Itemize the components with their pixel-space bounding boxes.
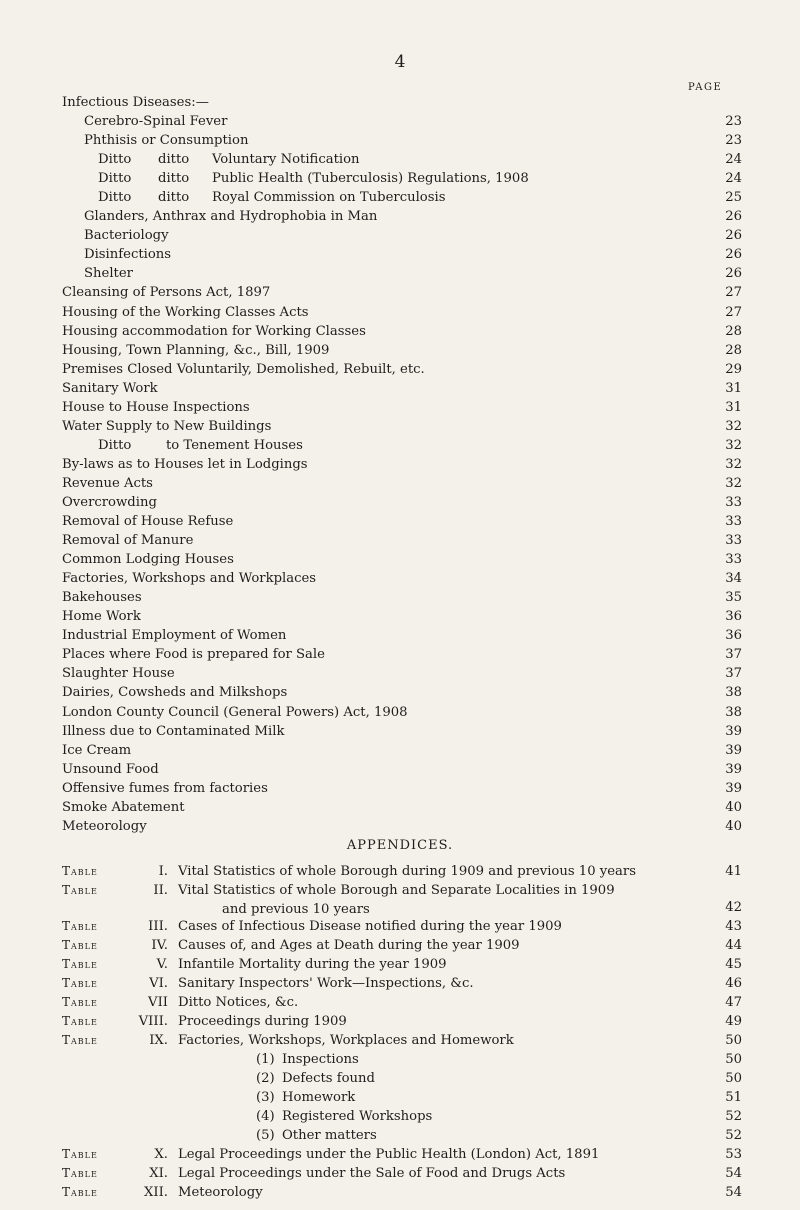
ditto-mark: Ditto — [98, 437, 132, 453]
table-number: VI. — [149, 976, 168, 991]
toc-entry — [62, 303, 742, 322]
toc-entry — [62, 226, 742, 245]
entry-title: Infectious Diseases:— — [62, 95, 209, 110]
appendix-page-number: 47 — [725, 995, 742, 1010]
table-title: Infantile Mortality during the year 1909 — [178, 957, 447, 972]
entry-title: Ice Cream — [62, 742, 132, 758]
entry-title-wrap — [84, 226, 169, 245]
appendix-subentry — [256, 1126, 377, 1145]
entry-title: Shelter — [84, 266, 133, 282]
appendix-page-number: 49 — [725, 1014, 742, 1029]
entry-page-number: 26 — [725, 228, 742, 244]
table-title-wrap — [178, 862, 636, 881]
toc-entry — [62, 398, 742, 417]
toc-entry — [62, 741, 742, 760]
entry-title: Phthisis or Consumption — [84, 133, 249, 149]
table-number: XI. — [149, 1166, 168, 1181]
subentry-title: Inspections — [282, 1052, 359, 1067]
entry-title-wrap — [62, 741, 131, 760]
table-label: Table — [62, 995, 98, 1009]
appendix-page-number: 42 — [725, 900, 742, 915]
entry-title-wrap — [62, 398, 250, 417]
entry-title-wrap — [62, 322, 366, 341]
appendices-title: APPENDICES. — [346, 838, 454, 853]
entry-title: House to House Inspections — [62, 399, 250, 415]
entry-title-wrap — [62, 512, 233, 531]
toc-entry — [62, 512, 742, 531]
entry-page-number: 33 — [725, 514, 742, 530]
entry-page-number: 27 — [725, 304, 742, 320]
entry-title: Housing accommodation for Working Classes — [62, 323, 366, 339]
toc-entry — [62, 341, 742, 360]
table-label: Table — [62, 919, 98, 933]
toc-entry — [62, 245, 742, 264]
entry-title-wrap — [62, 93, 209, 112]
table-label: Table — [62, 1147, 98, 1161]
subentry-title: Registered Workshops — [282, 1109, 433, 1124]
entry-title-wrap — [98, 436, 303, 455]
entry-title: Cleansing of Persons Act, 1897 — [62, 285, 271, 301]
entry-page-number: 34 — [725, 571, 742, 587]
entry-page-number: 39 — [725, 742, 742, 758]
entry-title: Smoke Abatement — [62, 799, 185, 815]
entry-title-wrap — [62, 722, 284, 741]
table-title: Sanitary Inspectors' Work—Inspections, &c. — [178, 976, 474, 991]
table-title: Proceedings during 1909 — [178, 1014, 347, 1029]
entry-title: Glanders, Anthrax and Hydrophobia in Man — [84, 209, 378, 225]
table-title: Factories, Workshops, Workplaces and Homework — [178, 1033, 514, 1048]
toc-entry — [62, 550, 742, 569]
entry-page-number: 32 — [725, 475, 742, 491]
toc-entry — [62, 379, 742, 398]
entry-title: Home Work — [62, 609, 141, 625]
entry-page-number: 33 — [725, 494, 742, 510]
entry-title-wrap — [62, 283, 270, 302]
entry-title-wrap — [62, 360, 425, 379]
toc-entry — [62, 664, 742, 683]
toc-entry — [62, 150, 742, 169]
subentry-number: (2) — [256, 1071, 275, 1086]
entry-title: Meteorology — [62, 818, 147, 834]
entry-title: Cerebro-Spinal Fever — [84, 114, 228, 130]
entry-title: Revenue Acts — [62, 475, 153, 491]
appendix-entry — [62, 955, 742, 974]
appendix-entry — [62, 1069, 742, 1088]
table-number: IV. — [151, 938, 168, 953]
toc-entry — [62, 360, 742, 379]
entry-page-number: 23 — [725, 114, 742, 130]
toc-entry — [62, 493, 742, 512]
entry-page-number: 26 — [725, 247, 742, 263]
entry-title: Illness due to Contaminated Milk — [62, 723, 285, 739]
entry-title: Sanitary Work — [62, 380, 158, 396]
toc-entry — [62, 188, 742, 207]
entry-title-wrap — [62, 550, 234, 569]
appendix-entry — [62, 1088, 742, 1107]
entry-page-number: 23 — [725, 133, 742, 149]
toc-entry — [62, 779, 742, 798]
table-of-contents — [62, 93, 742, 836]
entry-page-number: 40 — [725, 818, 742, 834]
table-label: Table — [62, 864, 98, 878]
table-title-wrap — [178, 1012, 347, 1031]
entry-title-wrap — [62, 588, 142, 607]
subentry-number: (5) — [256, 1128, 275, 1143]
appendix-page-number: 54 — [725, 1166, 742, 1181]
table-number: III. — [148, 919, 168, 934]
table-title-wrap — [178, 1031, 514, 1050]
entry-title: Slaughter House — [62, 666, 175, 682]
entry-page-number: 31 — [725, 380, 742, 396]
entry-title: Factories, Workshops and Workplaces — [62, 571, 317, 587]
entry-title: Places where Food is prepared for Sale — [62, 647, 325, 663]
ditto-mark: Ditto — [98, 152, 132, 168]
entry-title-wrap — [62, 798, 185, 817]
toc-entry — [62, 474, 742, 493]
appendix-page-number: 43 — [725, 919, 742, 934]
entry-title-wrap — [84, 112, 227, 131]
appendix-page-number: 53 — [725, 1147, 742, 1162]
toc-entry — [62, 169, 742, 188]
entry-page-number: 36 — [725, 609, 742, 625]
toc-entry — [62, 112, 742, 131]
entry-title-wrap — [62, 607, 141, 626]
subentry-number: (3) — [256, 1090, 275, 1105]
toc-entry — [62, 760, 742, 779]
entry-title-wrap — [84, 207, 377, 226]
entry-page-number: 29 — [725, 361, 742, 377]
entry-title-wrap — [62, 379, 158, 398]
entry-title: Disinfections — [84, 247, 172, 263]
appendix-page-number: 50 — [725, 1071, 742, 1086]
table-label: Table — [62, 1166, 98, 1180]
toc-entry — [62, 683, 742, 702]
toc-entry — [62, 417, 742, 436]
appendix-page-number: 50 — [725, 1052, 742, 1067]
entry-title: Removal of Manure — [62, 533, 194, 549]
entry-title-wrap — [84, 264, 133, 283]
toc-entry — [62, 703, 742, 722]
appendix-page-number: 52 — [725, 1128, 742, 1143]
appendix-entry — [62, 1050, 742, 1069]
appendix-entry — [62, 862, 742, 881]
entry-title: Housing of the Working Classes Acts — [62, 304, 309, 320]
toc-entry — [62, 607, 742, 626]
entry-title-wrap — [62, 760, 159, 779]
entry-title-wrap — [62, 626, 286, 645]
entry-title-wrap — [62, 645, 325, 664]
entry-title-wrap — [62, 474, 153, 493]
entry-page-number: 28 — [725, 342, 742, 358]
entry-title-wrap — [62, 703, 408, 722]
entry-title-wrap — [62, 341, 329, 360]
ditto-mark: Ditto — [98, 190, 132, 206]
table-title-wrap — [178, 974, 474, 993]
entry-page-number: 27 — [725, 285, 742, 301]
entry-title-wrap — [84, 245, 171, 264]
appendix-subentry — [256, 1069, 375, 1088]
entry-title: to Tenement Houses — [166, 437, 303, 453]
appendix-page-number: 50 — [725, 1033, 742, 1048]
entry-page-number: 32 — [725, 418, 742, 434]
table-title-wrap — [178, 993, 298, 1012]
entry-title-wrap — [62, 683, 287, 702]
toc-entry — [62, 569, 742, 588]
toc-entry — [62, 131, 742, 150]
table-number: XII. — [144, 1185, 168, 1200]
ditto-mark: ditto — [158, 190, 190, 206]
appendices-list — [62, 862, 742, 1202]
entry-title-wrap — [98, 188, 445, 207]
toc-entry — [62, 722, 742, 741]
entry-page-number: 31 — [725, 399, 742, 415]
entry-page-number: 37 — [725, 666, 742, 682]
appendix-page-number: 51 — [725, 1090, 742, 1105]
entry-title: Bakehouses — [62, 590, 142, 606]
entry-page-number: 26 — [725, 209, 742, 225]
entry-title-wrap — [98, 150, 360, 169]
appendix-entry — [62, 881, 742, 917]
toc-entry — [62, 626, 742, 645]
ditto-mark: Ditto — [98, 171, 132, 187]
entry-title: London County Council (General Powers) Act, 1908 — [62, 704, 408, 720]
toc-entry — [62, 645, 742, 664]
entry-title: Removal of House Refuse — [62, 514, 234, 530]
table-number: VII — [148, 995, 168, 1010]
appendix-page-number: 46 — [725, 976, 742, 991]
table-label: Table — [62, 883, 98, 897]
toc-entry — [62, 436, 742, 455]
entry-title-wrap — [62, 493, 157, 512]
table-label: Table — [62, 1014, 98, 1028]
entry-page-number: 36 — [725, 628, 742, 644]
table-title: Vital Statistics of whole Borough and Separate Localities in 1909 — [178, 883, 615, 898]
entry-title-wrap — [84, 131, 248, 150]
entry-title: Unsound Food — [62, 761, 159, 777]
appendix-entry — [62, 1164, 742, 1183]
entry-title-wrap — [62, 303, 309, 322]
appendix-subentry — [256, 1050, 359, 1069]
table-title-wrap — [178, 1183, 263, 1202]
table-title: Ditto Notices, &c. — [178, 995, 299, 1010]
table-title: Cases of Infectious Disease notified during the year 1909 — [178, 919, 562, 934]
table-title-wrap — [178, 881, 615, 919]
appendix-subentry — [256, 1107, 432, 1126]
appendix-entry — [62, 917, 742, 936]
entry-page-number: 33 — [725, 533, 742, 549]
appendix-page-number: 54 — [725, 1185, 742, 1200]
appendix-entry — [62, 936, 742, 955]
subentry-number: (1) — [256, 1052, 275, 1067]
toc-entry — [62, 93, 742, 112]
entry-title: Common Lodging Houses — [62, 552, 234, 568]
toc-entry — [62, 207, 742, 226]
table-number: VIII. — [138, 1014, 168, 1029]
appendix-page-number: 44 — [725, 938, 742, 953]
appendix-page-number: 45 — [725, 957, 742, 972]
appendix-entry — [62, 1031, 742, 1050]
entry-page-number: 37 — [725, 647, 742, 663]
entry-title-wrap — [62, 531, 193, 550]
entry-page-number: 28 — [725, 323, 742, 339]
table-label: Table — [62, 938, 98, 952]
table-title-wrap — [178, 955, 447, 974]
appendix-entry — [62, 993, 742, 1012]
table-label: Table — [62, 1033, 98, 1047]
entry-title: Dairies, Cowsheds and Milkshops — [62, 685, 288, 701]
entry-page-number: 32 — [725, 437, 742, 453]
toc-entry — [62, 588, 742, 607]
table-title: Causes of, and Ages at Death during the year 1909 — [178, 938, 520, 953]
entry-title: Industrial Employment of Women — [62, 628, 287, 644]
appendix-page-number: 41 — [725, 864, 742, 879]
table-title-wrap — [178, 1145, 599, 1164]
entry-title-wrap — [62, 779, 268, 798]
table-number: II. — [153, 883, 168, 898]
table-title-wrap — [178, 1164, 565, 1183]
table-number: X. — [154, 1147, 168, 1162]
entry-title: Offensive fumes from factories — [62, 780, 268, 796]
entry-title: Voluntary Notification — [212, 152, 360, 168]
ditto-mark: ditto — [158, 171, 190, 187]
entry-title: Overcrowding — [62, 494, 157, 510]
entry-page-number: 32 — [725, 456, 742, 472]
entry-page-number: 38 — [725, 704, 742, 720]
subentry-title: Defects found — [282, 1071, 375, 1086]
entry-page-number: 33 — [725, 552, 742, 568]
page-column-header: PAGE — [688, 82, 723, 93]
entry-title-wrap — [98, 169, 529, 188]
table-title: Legal Proceedings under the Public Health (London) Act, 1891 — [178, 1147, 600, 1162]
table-title: Vital Statistics of whole Borough during 1909 and previous 10 years — [178, 864, 636, 879]
toc-entry — [62, 455, 742, 474]
entry-title: By-laws as to Houses let in Lodgings — [62, 456, 308, 472]
entry-title: Premises Closed Voluntarily, Demolished, Rebuilt, etc. — [62, 361, 425, 377]
table-label: Table — [62, 976, 98, 990]
toc-entry — [62, 798, 742, 817]
appendix-entry — [62, 1145, 742, 1164]
table-title: Meteorology — [178, 1185, 263, 1200]
table-number: IX. — [149, 1033, 168, 1048]
entry-title-wrap — [62, 417, 271, 436]
subentry-number: (4) — [256, 1109, 275, 1124]
appendix-subentry — [256, 1088, 355, 1107]
toc-entry — [62, 264, 742, 283]
entry-title: Water Supply to New Buildings — [62, 418, 272, 434]
toc-entry — [62, 322, 742, 341]
table-title-continued: and previous 10 years — [222, 902, 370, 917]
toc-entry — [62, 817, 742, 836]
entry-title-wrap — [62, 664, 175, 683]
subentry-title: Homework — [282, 1090, 356, 1105]
entry-title-wrap — [62, 455, 308, 474]
table-title-wrap — [178, 936, 520, 955]
appendix-entry — [62, 1012, 742, 1031]
appendix-entry — [62, 1183, 742, 1202]
entry-page-number: 39 — [725, 761, 742, 777]
entry-page-number: 35 — [725, 590, 742, 606]
appendix-entry — [62, 1107, 742, 1126]
appendix-entry — [62, 974, 742, 993]
ditto-mark: ditto — [158, 152, 190, 168]
entry-page-number: 26 — [725, 266, 742, 282]
entry-title-wrap — [62, 817, 147, 836]
table-title: Legal Proceedings under the Sale of Food and Drugs Acts — [178, 1166, 566, 1181]
entry-title: Bacteriology — [84, 228, 169, 244]
appendix-page-number: 52 — [725, 1109, 742, 1124]
entry-page-number: 24 — [725, 171, 742, 187]
table-number: I. — [158, 864, 168, 879]
entry-title: Public Health (Tuberculosis) Regulations, 1908 — [212, 171, 529, 187]
entry-page-number: 25 — [725, 190, 742, 206]
entry-page-number: 38 — [725, 685, 742, 701]
entry-title: Housing, Town Planning, &c., Bill, 1909 — [62, 342, 330, 358]
table-number: V. — [156, 957, 168, 972]
entry-page-number: 40 — [725, 799, 742, 815]
entry-page-number: 39 — [725, 723, 742, 739]
subentry-title: Other matters — [282, 1128, 377, 1143]
table-label: Table — [62, 957, 98, 971]
page-number: 4 — [394, 52, 406, 72]
table-title-wrap — [178, 917, 562, 936]
table-label: Table — [62, 1185, 98, 1199]
toc-entry — [62, 531, 742, 550]
entry-page-number: 39 — [725, 780, 742, 796]
entry-page-number: 24 — [725, 152, 742, 168]
toc-entry — [62, 283, 742, 302]
entry-title-wrap — [62, 569, 316, 588]
entry-title: Royal Commission on Tuberculosis — [212, 190, 446, 206]
appendix-entry — [62, 1126, 742, 1145]
